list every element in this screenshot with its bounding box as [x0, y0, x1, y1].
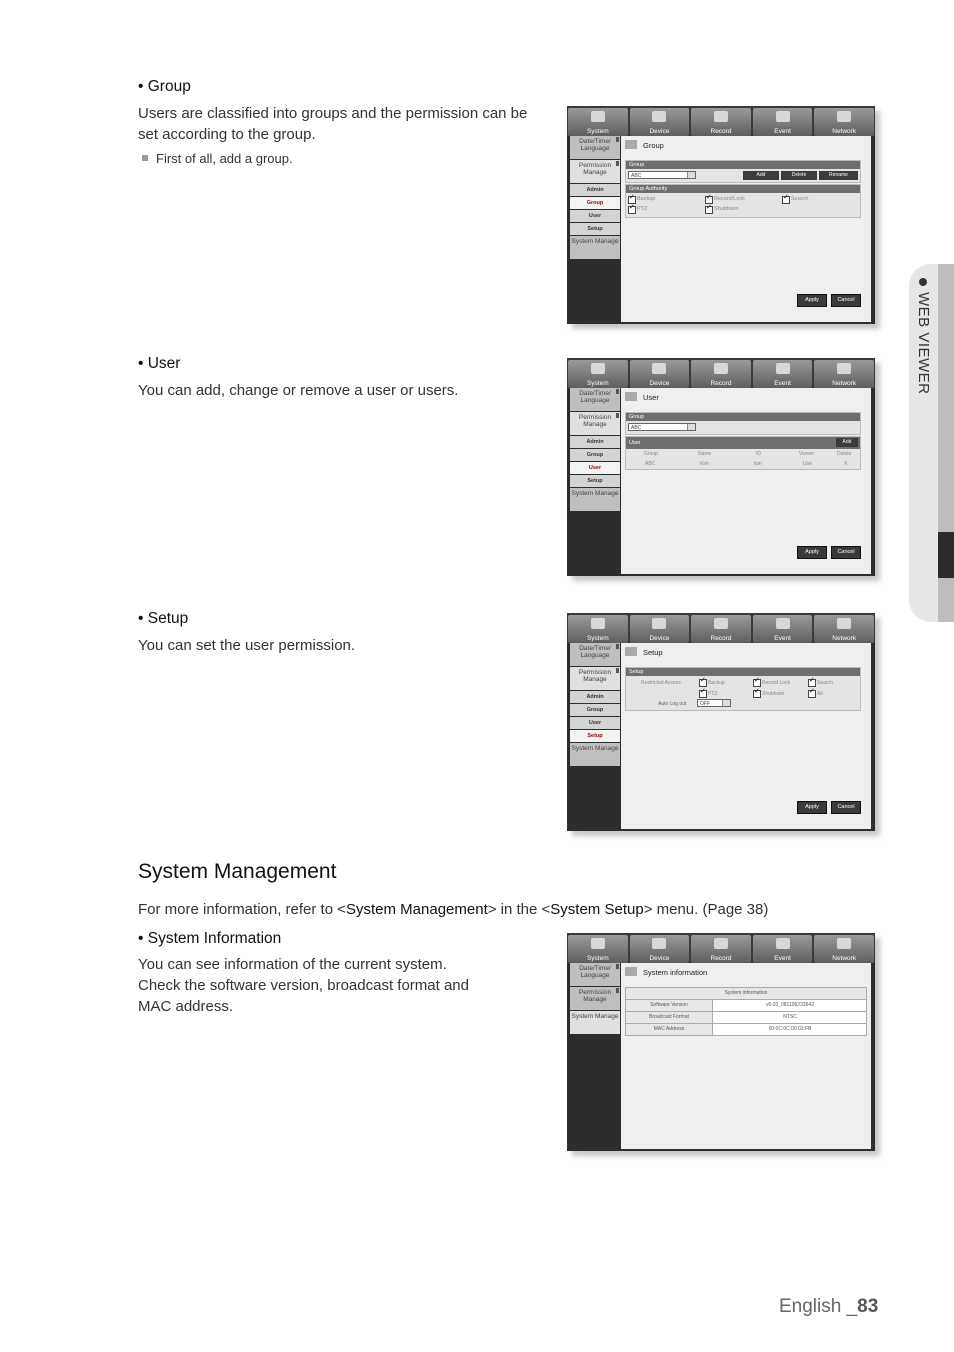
- menu-label: Event: [774, 955, 791, 962]
- footer-language: English _: [779, 1296, 858, 1317]
- menu-event[interactable]: [753, 935, 813, 963]
- left-user[interactable]: User: [570, 717, 620, 729]
- left-user[interactable]: User: [570, 210, 620, 222]
- left-system-label: System Manage: [571, 1013, 619, 1020]
- menu-event[interactable]: [753, 108, 813, 136]
- info-value: 00:0C:0C:00:02:FB: [768, 1026, 812, 1032]
- setup-panel-head: Setup: [626, 668, 860, 676]
- left-setup[interactable]: Setup: [570, 475, 620, 487]
- user-panel-label: User: [629, 440, 641, 446]
- cell-id[interactable]: kim: [754, 461, 762, 467]
- col-id: ID: [756, 451, 761, 457]
- heading-text: User: [643, 393, 659, 402]
- expand-icon: [616, 668, 619, 673]
- menu-record[interactable]: [691, 615, 751, 643]
- chevron-down-icon: [687, 424, 695, 430]
- camera-icon: [652, 111, 666, 122]
- heading-text: System information: [643, 968, 708, 977]
- left-system-label: System Manage: [571, 238, 619, 245]
- menu-record[interactable]: [691, 360, 751, 388]
- menu-label: System: [586, 128, 609, 135]
- menu-label: Event: [774, 128, 791, 135]
- left-datetime[interactable]: [570, 388, 620, 411]
- setup-title: • Setup: [138, 610, 189, 627]
- col-delete: Delete: [837, 451, 852, 457]
- perm-row-1: [626, 193, 860, 205]
- left-group[interactable]: Group: [570, 449, 620, 461]
- screenshot-user: [567, 358, 875, 576]
- expand-icon: [616, 161, 619, 166]
- left-datetime[interactable]: [570, 136, 620, 159]
- checkbox-backup[interactable]: [699, 679, 707, 687]
- left-datetime-label: Date/Time/ Language: [579, 965, 611, 979]
- left-permission-label: Permission Manage: [578, 162, 612, 176]
- note-square-icon: [142, 155, 148, 161]
- heading-text: Group: [643, 141, 664, 150]
- menu-device[interactable]: [630, 360, 690, 388]
- left-permission-label: Permission Manage: [578, 989, 612, 1003]
- perm-label: Shutdown: [714, 206, 739, 212]
- expand-icon: [616, 964, 619, 969]
- camera-icon: [652, 938, 666, 949]
- checkbox-ptz[interactable]: [628, 206, 636, 214]
- setup-text: You can set the user permission.: [138, 637, 356, 654]
- group-select-value: ABC: [631, 425, 642, 431]
- setup-icon: [625, 647, 637, 656]
- left-datetime[interactable]: [570, 643, 620, 666]
- left-permission-label: Permission Manage: [578, 669, 612, 683]
- menu-label: Device: [649, 635, 670, 642]
- top-menu: [567, 933, 875, 963]
- menu-label: System: [586, 955, 609, 962]
- ref-mid: > in the <: [487, 901, 551, 918]
- perm-label: PTZ: [637, 206, 648, 212]
- perm-label: Backup: [708, 680, 725, 686]
- menu-label: Network: [832, 128, 857, 135]
- side-tab-text: WEB VIEWER: [915, 292, 932, 395]
- event-icon: [776, 363, 790, 374]
- checkbox-search[interactable]: [782, 196, 790, 204]
- camera-icon: [652, 618, 666, 629]
- perm-label: Backup: [637, 196, 656, 202]
- menu-device[interactable]: [630, 108, 690, 136]
- content-area: [621, 136, 871, 322]
- rec-icon: [714, 111, 728, 122]
- menu-device[interactable]: [630, 935, 690, 963]
- expand-icon: [616, 644, 619, 649]
- menu-label: Event: [774, 380, 791, 387]
- left-system-manage[interactable]: [570, 1011, 620, 1034]
- system-info-title: • System Information: [138, 930, 282, 947]
- system-info-line: You can see information of the current system.: [138, 956, 447, 973]
- left-system-manage[interactable]: [570, 743, 620, 766]
- left-system-label: System Manage: [571, 490, 619, 497]
- network-icon: [837, 111, 851, 122]
- top-menu: [567, 106, 875, 136]
- content-heading: [625, 392, 659, 402]
- left-datetime[interactable]: [570, 963, 620, 986]
- network-icon: [837, 938, 851, 949]
- page-number: 83: [857, 1296, 879, 1317]
- cell-group[interactable]: ABC: [645, 461, 656, 467]
- ref-pre: For more information, refer to <: [138, 901, 346, 918]
- perm-label: Search: [791, 196, 809, 202]
- rec-icon: [714, 938, 728, 949]
- side-tab-marker: [938, 532, 954, 578]
- event-icon: [776, 111, 790, 122]
- group-title: • Group: [138, 78, 191, 95]
- system-info-line: Check the software version, broadcast format and: [138, 977, 469, 994]
- menu-label: Record: [710, 128, 732, 135]
- screenshot-system-info: [567, 933, 875, 1151]
- group-icon: [625, 140, 637, 149]
- checkbox-shutdown[interactable]: [753, 690, 761, 698]
- menu-label: System: [586, 635, 609, 642]
- left-admin[interactable]: Admin: [570, 184, 620, 196]
- content-area: [621, 388, 871, 574]
- chevron-down-icon: [687, 172, 695, 178]
- rename-button[interactable]: Rename: [819, 171, 858, 180]
- group-panel: [625, 412, 861, 435]
- col-group: Group: [644, 451, 658, 457]
- menu-system[interactable]: [568, 615, 628, 643]
- group-select[interactable]: [628, 171, 696, 179]
- content-area: [621, 963, 871, 1149]
- group-panel-head: Group: [626, 161, 860, 169]
- left-setup[interactable]: Setup: [570, 223, 620, 235]
- section-title: System Management: [138, 860, 337, 883]
- menu-label: Record: [710, 380, 732, 387]
- menu-system[interactable]: [568, 108, 628, 136]
- col-viewer: Viewer: [799, 451, 815, 457]
- network-icon: [837, 618, 851, 629]
- menu-label: Device: [649, 380, 670, 387]
- left-permission[interactable]: [570, 987, 620, 1010]
- left-group[interactable]: Group: [570, 197, 620, 209]
- left-menu: [570, 136, 620, 322]
- delete-icon[interactable]: X: [844, 461, 848, 467]
- menu-label: System: [586, 380, 609, 387]
- system-info-line: MAC address.: [138, 998, 234, 1015]
- menu-event[interactable]: [753, 360, 813, 388]
- page-footer: [779, 1296, 878, 1318]
- menu-label: Network: [832, 955, 857, 962]
- rec-icon: [714, 363, 728, 374]
- checkbox-ptz[interactable]: [699, 690, 707, 698]
- delete-button[interactable]: Delete: [781, 171, 817, 180]
- menu-label: Device: [649, 128, 670, 135]
- menu-network[interactable]: [814, 108, 874, 136]
- bullet-dot-icon: [919, 278, 927, 286]
- expand-icon: [616, 389, 619, 394]
- apply-button[interactable]: Apply: [797, 546, 827, 559]
- cancel-button[interactable]: Cancel: [831, 801, 861, 814]
- checkbox-record-lock[interactable]: [753, 679, 761, 687]
- setup-panel: [625, 667, 861, 711]
- content-heading: [625, 140, 664, 150]
- group-text: Users are classified into groups and the permission can be set according to the group.: [138, 105, 528, 143]
- user-text: You can add, change or remove a user or users.: [138, 382, 459, 399]
- info-key: Broadcast Format: [626, 1012, 713, 1023]
- heading-text: Setup: [643, 648, 663, 657]
- system-info-text: [138, 954, 538, 1017]
- group-note-text: First of all, add a group.: [156, 151, 293, 166]
- monitor-icon: [591, 363, 605, 374]
- camera-icon: [652, 363, 666, 374]
- menu-label: Record: [710, 955, 732, 962]
- perm-label: Record Lock: [762, 680, 791, 686]
- left-menu: [570, 963, 620, 1149]
- menu-network[interactable]: [814, 935, 874, 963]
- group-note: [142, 151, 293, 166]
- perm-label: Record/Lock: [714, 196, 745, 202]
- info-key: MAC Address: [626, 1024, 713, 1035]
- cancel-button[interactable]: Cancel: [831, 546, 861, 559]
- perm-label: Shutdown: [762, 691, 785, 697]
- user-panel: [625, 436, 861, 470]
- left-setup[interactable]: Setup: [570, 730, 620, 742]
- top-menu: [567, 358, 875, 388]
- left-menu: [570, 643, 620, 829]
- chevron-down-icon: [722, 700, 730, 706]
- expand-icon: [616, 413, 619, 418]
- left-datetime-label: Date/Time/ Language: [579, 645, 611, 659]
- left-admin[interactable]: Admin: [570, 436, 620, 448]
- auto-logout-label: Auto Log out: [658, 701, 687, 707]
- user-panel-head: [626, 437, 860, 449]
- left-datetime-label: Date/Time/ Language: [579, 138, 611, 152]
- group-select[interactable]: [628, 423, 696, 431]
- expand-icon: [616, 988, 619, 993]
- monitor-icon: [591, 618, 605, 629]
- rec-icon: [714, 618, 728, 629]
- group-panel-head: Group: [626, 413, 860, 421]
- reference-text: [138, 901, 768, 918]
- content-area: [621, 643, 871, 829]
- auto-logout-select[interactable]: [697, 699, 731, 707]
- menu-network[interactable]: [814, 360, 874, 388]
- expand-icon: [616, 137, 619, 142]
- menu-record[interactable]: [691, 935, 751, 963]
- menu-label: Device: [649, 955, 670, 962]
- group-select-value: ABC: [631, 173, 642, 179]
- perm-label: PTZ: [708, 691, 718, 697]
- info-value: NTSC: [783, 1014, 797, 1020]
- left-permission-label: Permission Manage: [578, 414, 612, 428]
- network-icon: [837, 363, 851, 374]
- monitor-icon: [591, 938, 605, 949]
- menu-label: Network: [832, 635, 857, 642]
- left-admin[interactable]: Admin: [570, 691, 620, 703]
- menu-network[interactable]: [814, 615, 874, 643]
- menu-record[interactable]: [691, 108, 751, 136]
- left-system-manage[interactable]: [570, 488, 620, 511]
- authority-panel: [625, 184, 861, 218]
- auto-logout-value: OFF: [700, 701, 710, 707]
- left-permission[interactable]: [570, 412, 620, 435]
- info-icon: [625, 967, 637, 976]
- left-system-manage[interactable]: [570, 236, 620, 259]
- left-datetime-label: Date/Time/ Language: [579, 390, 611, 404]
- info-row-mac: [625, 1023, 867, 1036]
- left-permission[interactable]: [570, 667, 620, 690]
- checkbox-search[interactable]: [808, 679, 816, 687]
- ref-system-setup: System Setup: [550, 901, 644, 918]
- menu-label: Network: [832, 380, 857, 387]
- monitor-icon: [591, 111, 605, 122]
- menu-device[interactable]: [630, 615, 690, 643]
- top-menu: [567, 613, 875, 643]
- left-user[interactable]: User: [570, 462, 620, 474]
- cell-name[interactable]: Kim: [700, 461, 709, 467]
- perm-label: All: [817, 691, 823, 697]
- screenshot-setup: [567, 613, 875, 831]
- restricted-access-label: Restricted Access: [641, 680, 681, 686]
- info-value: v0.03_081106232642: [765, 1002, 814, 1008]
- menu-label: Event: [774, 635, 791, 642]
- content-heading: [625, 967, 707, 977]
- perm-row-2: [626, 205, 860, 217]
- checkbox-shutdown[interactable]: [705, 206, 713, 214]
- ref-post: > menu. (Page 38): [643, 901, 769, 918]
- menu-label: Record: [710, 635, 732, 642]
- left-permission[interactable]: [570, 160, 620, 183]
- authority-head: Group Authority: [626, 185, 860, 193]
- add-user-button[interactable]: Add: [836, 438, 858, 447]
- left-menu: [570, 388, 620, 574]
- sysinfo-panel-label: System information: [724, 990, 768, 996]
- info-key: Software Version: [626, 1000, 713, 1011]
- side-tab: [909, 264, 954, 622]
- user-title: • User: [138, 355, 181, 372]
- checkbox-all[interactable]: [808, 690, 816, 698]
- cancel-button[interactable]: Cancel: [831, 294, 861, 307]
- menu-system[interactable]: [568, 935, 628, 963]
- left-system-label: System Manage: [571, 745, 619, 752]
- left-group[interactable]: Group: [570, 704, 620, 716]
- cell-viewer[interactable]: Use: [803, 461, 812, 467]
- event-icon: [776, 938, 790, 949]
- perm-label: Search: [817, 680, 833, 686]
- apply-button[interactable]: Apply: [797, 801, 827, 814]
- user-icon: [625, 392, 637, 401]
- ref-system-management: System Management: [346, 901, 488, 918]
- side-tab-label: [915, 278, 932, 395]
- group-panel: [625, 160, 861, 183]
- menu-system[interactable]: [568, 360, 628, 388]
- event-icon: [776, 618, 790, 629]
- apply-button[interactable]: Apply: [797, 294, 827, 307]
- menu-event[interactable]: [753, 615, 813, 643]
- add-button[interactable]: Add: [743, 171, 779, 180]
- content-heading: [625, 647, 663, 657]
- screenshot-group: [567, 106, 875, 324]
- col-name: Name: [698, 451, 712, 457]
